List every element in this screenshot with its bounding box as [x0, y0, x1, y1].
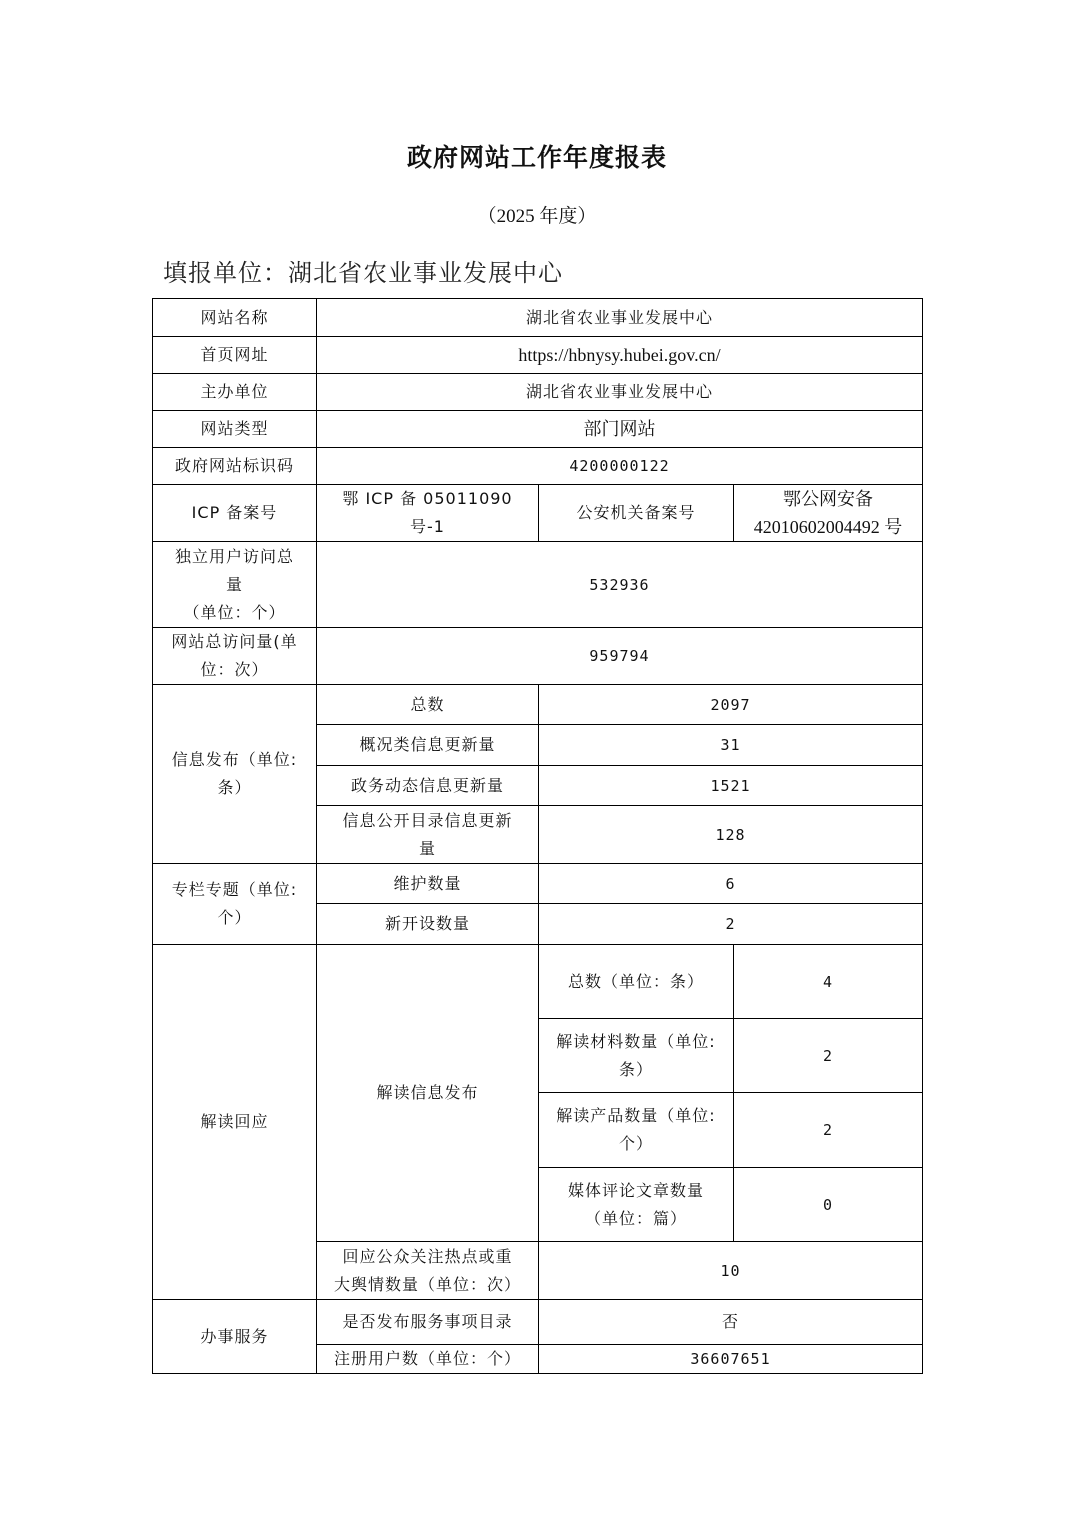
icp-value: 鄂 ICP 备 05011090 号-1 [317, 485, 539, 542]
maintain-count-value: 6 [539, 864, 923, 904]
icp-label: ICP 备案号 [153, 485, 317, 542]
unique-visitors-value: 532936 [317, 542, 923, 628]
unique-visitors-label-line3: （单位：个） [183, 602, 286, 622]
news-update-label: 政务动态信息更新量 [317, 766, 539, 806]
interpretation-total-label: 总数（单位：条） [539, 945, 734, 1019]
row-homepage [153, 337, 923, 374]
media-article-label-line1: 媒体评论文章数量 [567, 1180, 704, 1200]
row-page-views [153, 628, 923, 685]
table-row [153, 1300, 923, 1345]
table-row [153, 864, 923, 904]
product-count-value: 2 [734, 1093, 923, 1168]
response-count-label-line1: 回应公众关注热点或重 [342, 1246, 513, 1266]
table-row [153, 685, 923, 725]
catalog-update-label-line2: 量 [418, 838, 436, 858]
material-count-label-line2: 条） [618, 1059, 653, 1079]
page-views-label-line2: 位：次） [200, 660, 269, 679]
material-count-label [539, 1019, 734, 1093]
site-name-value: 湖北省农业事业发展中心 [317, 299, 923, 337]
site-id-value: 4200000122 [317, 448, 923, 485]
service-catalog-value: 否 [539, 1300, 923, 1345]
report-table [152, 298, 923, 1374]
special-column-label-line1: 专栏专题（单位: [171, 880, 298, 899]
report-year: （2025 年度） [477, 206, 597, 227]
response-count-label-line2: 大舆情数量（单位：次） [333, 1274, 521, 1294]
catalog-update-label [317, 806, 539, 864]
catalog-update-value: 128 [539, 806, 923, 864]
registered-users-label: 注册用户数（单位：个） [317, 1345, 539, 1374]
media-article-value: 0 [734, 1168, 923, 1242]
site-type-label: 网站类型 [153, 411, 317, 448]
catalog-update-label-line1: 信息公开目录信息更新 [342, 810, 513, 830]
police-record-value-line2: 42010602004492 号 [753, 517, 903, 537]
row-icp [153, 485, 923, 542]
info-total-value: 2097 [539, 685, 923, 725]
row-site-name [153, 299, 923, 337]
police-record-value-line1: 鄂公网安备 [783, 489, 873, 509]
service-label: 办事服务 [153, 1300, 317, 1374]
new-column-label: 新开设数量 [317, 904, 539, 945]
unique-visitors-label-line1: 独立用户访问总 [174, 546, 294, 566]
unique-visitors-label [153, 542, 317, 628]
overview-update-value: 31 [539, 725, 923, 766]
product-count-label-line2: 个） [618, 1134, 653, 1153]
interpretation-publish-label: 解读信息发布 [317, 945, 539, 1242]
sponsor-value: 湖北省农业事业发展中心 [317, 374, 923, 411]
service-catalog-label: 是否发布服务事项目录 [317, 1300, 539, 1345]
response-count-value: 10 [539, 1242, 923, 1300]
overview-update-label: 概况类信息更新量 [317, 725, 539, 766]
material-count-label-line1: 解读材料数量（单位: [556, 1031, 716, 1051]
registered-users-value: 36607651 [539, 1345, 923, 1374]
page-title: 政府网站工作年度报表 [406, 143, 667, 172]
site-type-value: 部门网站 [317, 411, 923, 448]
special-column-label-line2: 个） [217, 908, 252, 927]
row-sponsor [153, 374, 923, 411]
sponsor-label: 主办单位 [153, 374, 317, 411]
maintain-count-label: 维护数量 [317, 864, 539, 904]
row-site-type [153, 411, 923, 448]
row-site-id [153, 448, 923, 485]
interpretation-total-value: 4 [734, 945, 923, 1019]
filling-unit: 填报单位：湖北省农业事业发展中心 [163, 259, 563, 287]
interpretation-label: 解读回应 [153, 945, 317, 1300]
info-publish-label [153, 685, 317, 864]
special-column-label [153, 864, 317, 945]
product-count-label-line1: 解读产品数量（单位: [556, 1106, 716, 1125]
info-publish-label-line1: 信息发布（单位: [171, 750, 298, 769]
info-publish-label-line2: 条） [217, 778, 252, 797]
row-unique-visitors [153, 542, 923, 628]
news-update-value: 1521 [539, 766, 923, 806]
media-article-label [539, 1168, 734, 1242]
homepage-url[interactable]: https://hbnysy.hubei.gov.cn/ [317, 337, 923, 374]
site-id-label: 政府网站标识码 [153, 448, 317, 485]
police-record-label: 公安机关备案号 [539, 485, 734, 542]
unique-visitors-label-line2: 量 [225, 574, 243, 594]
page-views-value: 959794 [317, 628, 923, 685]
page-views-label-line1: 网站总访问量(单 [171, 632, 298, 651]
homepage-label: 首页网址 [153, 337, 317, 374]
info-total-label: 总数 [317, 685, 539, 725]
police-record-value [734, 485, 923, 542]
material-count-value: 2 [734, 1019, 923, 1093]
product-count-label [539, 1093, 734, 1168]
media-article-label-line2: （单位：篇） [584, 1208, 687, 1228]
page-views-label [153, 628, 317, 685]
site-name-label: 网站名称 [153, 299, 317, 337]
new-column-value: 2 [539, 904, 923, 945]
response-count-label [317, 1242, 539, 1300]
table-row [153, 945, 923, 1019]
